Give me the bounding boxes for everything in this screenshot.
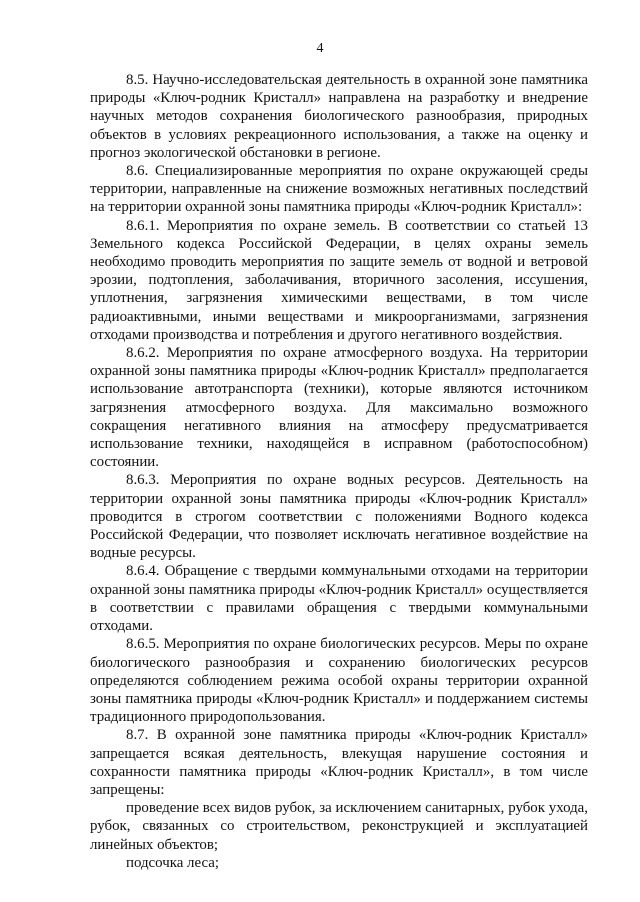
document-body [90,71,588,872]
paragraph-8-6-4: 8.6.4. Обращение с твердыми коммунальными отходами на территории охранной зоны памятника природы «Ключ-родник Кристалл» осуществляется в соответствии с правилами обращения с твердыми коммунальными отходами. [90,563,588,635]
paragraph-8-5: 8.5. Научно-исследовательская деятельность в охранной зоне памятника природы «Ключ-родник Кристалл» направлена на разработку и внедрение научных методов сохранения биологического разнообразия, природных объектов в условиях рекреационного использования, а также на оценку и прогноз экологической обстановки в регионе. [90,72,588,161]
page-number: 4 [316,41,324,56]
list-item-tapping: подсочка леса; [126,854,220,871]
paragraph-8-6-3: 8.6.3. Мероприятия по охране водных ресурсов. Деятельность на территории охранной зоны памятника природы «Ключ-родник Кристалл» проводится в строгом соответствии с положениями Водного кодекса Российской Федерации, что позволяет исключать негативное воздействие на водные ресурсы. [90,472,588,562]
paragraph-8-6: 8.6. Специализированные мероприятия по охране окружающей среды территории, направленные на снижение возможных негативных последствий на территории охранной зоны памятника природы «Ключ-родник Кристалл»: [90,163,588,216]
list-item-logging: проведение всех видов рубок, за исключением санитарных, рубок ухода, рубок, связанных со строительством, реконструкцией и эксплуатацией линейных объектов; [90,800,588,853]
paragraph-8-7: 8.7. В охранной зоне памятника природы «Ключ-родник Кристалл» запрещается всякая деятельность, влекущая нарушение состояния и сохранности памятника природы «Ключ-родник Кристалл», в том числе запрещены: [90,727,588,798]
paragraph-8-6-2: 8.6.2. Мероприятия по охране атмосферного воздуха. На территории охранной зоны памятника природы «Ключ-родник Кристалл» предполагается использование автотранспорта (техники), которые являются источником загрязнения атмосферного воздуха. Для максимально возможного сокращения негативного влияния на атмосферу предусматривается использование техники, находящейся в исправном (работоспособном) состоянии. [90,345,588,471]
paragraph-8-6-1: 8.6.1. Мероприятия по охране земель. В соответствии со статьей 13 Земельного кодекса Российской Федерации, в целях охраны земель необходимо проводить мероприятия по защите земель от водной и ветровой эрозии, подтопления, заболачивания, вторичного засоления, иссушения, уплотнения, загрязнения химическими веществами, в том числе радиоактивными, иными веществами и микроорганизмами, загрязнения отходами производства и потребления и другого негативного воздействия. [90,217,588,343]
paragraph-8-6-5: 8.6.5. Мероприятия по охране биологических ресурсов. Меры по охране биологического разнообразия и сохранению биологических ресурсов определяются соблюдением режима особой охраны территории охранной зоны памятника природы «Ключ-родник Кристалл» и поддержанием системы традиционного природопользования. [90,636,588,726]
